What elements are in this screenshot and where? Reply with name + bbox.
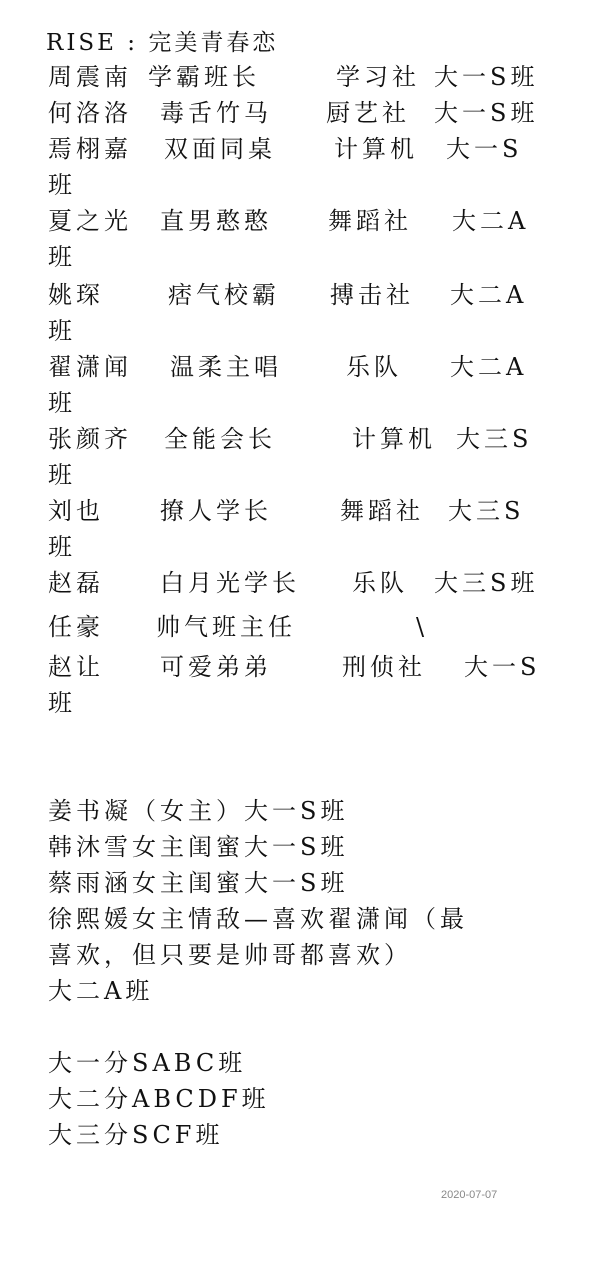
grade-line: 大一分SABC班	[48, 1049, 247, 1077]
cast-name: 焉栩嘉	[48, 135, 132, 163]
cast-role: 痞气校霸	[168, 281, 280, 309]
rival-class: 大二A班	[48, 977, 154, 1005]
cast-role: 全能会长	[164, 425, 276, 453]
cast-class: 大一S	[446, 135, 523, 163]
cast-role: 白月光学长	[160, 569, 300, 597]
cast-name: 周震南	[48, 63, 132, 91]
cast-club: 刑侦社	[342, 653, 426, 681]
cast-name: 姚琛	[48, 281, 104, 309]
page-title: RISE : 完美青春恋	[46, 30, 279, 56]
cast-class-wrap: 班	[48, 689, 76, 717]
female-line: 韩沐雪女主闺蜜大一S班	[48, 833, 349, 861]
cast-class: 大二A	[452, 207, 530, 235]
cast-class-wrap: 班	[48, 461, 76, 489]
grade-line: 大二分ABCDF班	[48, 1085, 270, 1113]
cast-class: 大三S	[448, 497, 525, 525]
cast-class: 大二A	[450, 281, 528, 309]
cast-role: 学霸班长	[148, 63, 260, 91]
cast-role: 直男憨憨	[160, 207, 272, 235]
cast-class: 大三S	[456, 425, 533, 453]
cast-club: 计算机	[334, 135, 418, 163]
cast-club: 搏击社	[330, 281, 414, 309]
cast-name: 张颜齐	[48, 425, 132, 453]
cast-role: 撩人学长	[160, 497, 272, 525]
female-line: 蔡雨涵女主闺蜜大一S班	[48, 869, 349, 897]
cast-name: 任豪	[48, 613, 104, 641]
date-stamp: 2020-07-07	[441, 1189, 498, 1201]
cast-class-wrap: 班	[48, 243, 76, 271]
cast-club: 舞蹈社	[340, 497, 424, 525]
cast-role: 双面同桌	[164, 135, 276, 163]
cast-name: 赵磊	[48, 569, 104, 597]
cast-name: 何洛洛	[48, 99, 132, 127]
cast-class-wrap: 班	[48, 389, 76, 417]
cast-class: 大一S班	[434, 63, 539, 91]
rival-line: 徐熙媛女主情敌—喜欢翟潇闻（最	[48, 905, 468, 933]
cast-club: 舞蹈社	[328, 207, 412, 235]
cast-name: 翟潇闻	[48, 353, 132, 381]
cast-class-wrap: 班	[48, 317, 76, 345]
cast-role: 可爱弟弟	[160, 653, 272, 681]
cast-class: 大一S班	[434, 99, 539, 127]
female-line: 姜书凝（女主）大一S班	[48, 797, 349, 825]
cast-class-wrap: 班	[48, 171, 76, 199]
cast-club: 计算机	[352, 425, 436, 453]
cast-role: 帅气班主任	[156, 613, 296, 641]
cast-club: 乐队	[352, 569, 408, 597]
cast-role: 毒舌竹马	[160, 99, 272, 127]
cast-name: 赵让	[48, 653, 104, 681]
cast-name: 刘也	[48, 497, 104, 525]
cast-name: 夏之光	[48, 207, 132, 235]
cast-club: 乐队	[346, 353, 402, 381]
cast-class-wrap: 班	[48, 533, 76, 561]
cast-role: 温柔主唱	[170, 353, 282, 381]
cast-class: 大一S	[464, 653, 541, 681]
grade-line: 大三分SCF班	[48, 1121, 224, 1149]
cast-club: \	[416, 613, 429, 641]
cast-club: 学习社	[336, 63, 420, 91]
cast-class: 大二A	[450, 353, 528, 381]
cast-club: 厨艺社	[326, 99, 410, 127]
cast-class: 大三S班	[434, 569, 539, 597]
rival-line: 喜欢，但只要是帅哥都喜欢）	[48, 941, 412, 969]
